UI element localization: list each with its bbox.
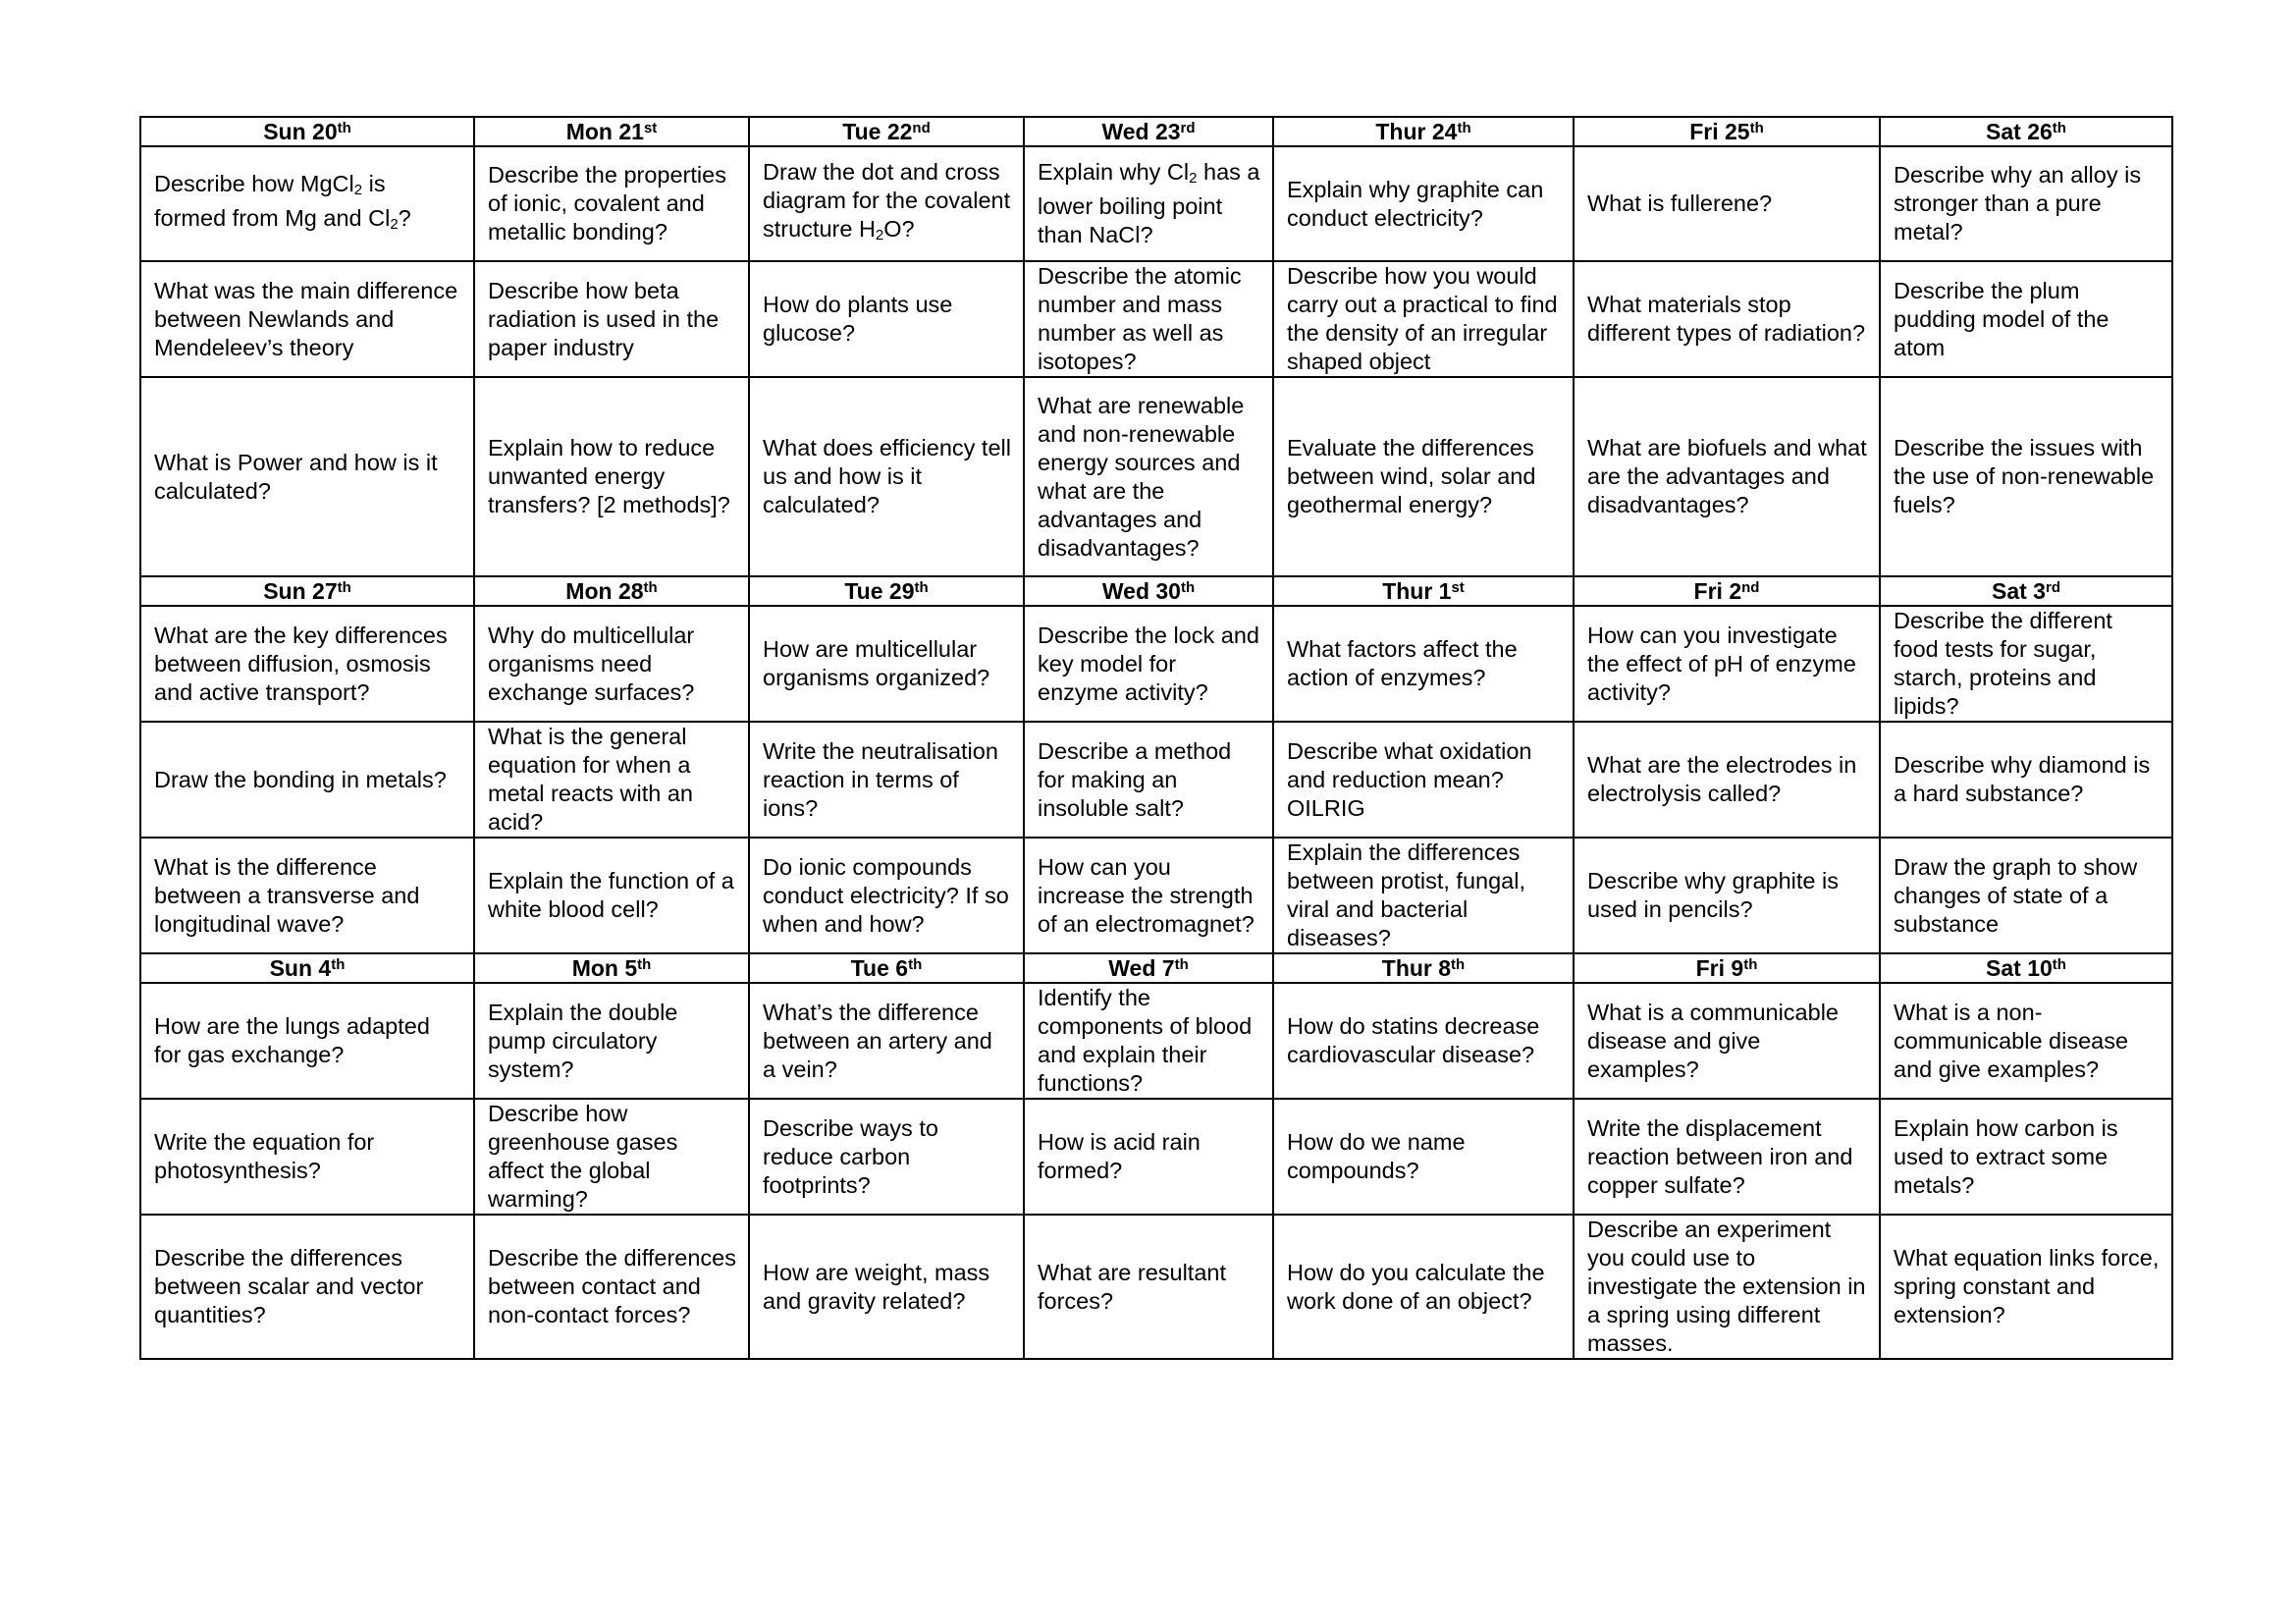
day-name: Tue 22 xyxy=(842,118,913,144)
calendar-table xyxy=(139,116,2173,1360)
day-header-cell xyxy=(140,117,474,146)
question-cell xyxy=(1024,1215,1273,1359)
day-ordinal-suffix: th xyxy=(2052,955,2066,973)
question-text: How can you investigate the effect of pH of enzyme activity? xyxy=(1587,622,1856,705)
question-text: Describe why an alloy is stronger than a pure metal? xyxy=(1894,162,2142,244)
question-text: Draw the bonding in metals? xyxy=(154,766,447,792)
day-name: Wed 23 xyxy=(1101,118,1181,144)
day-ordinal-suffix: th xyxy=(1451,955,1466,973)
day-name: Fri 25 xyxy=(1689,118,1750,144)
day-name: Mon 5 xyxy=(571,954,638,981)
question-cell xyxy=(474,1215,749,1359)
question-cell xyxy=(1024,261,1273,377)
day-name: Thur 8 xyxy=(1381,954,1452,981)
question-text: What does efficiency tell us and how is it calculated? xyxy=(763,435,1011,517)
question-text: is formed from Mg and Cl xyxy=(154,170,391,231)
question-cell xyxy=(749,838,1024,953)
question-cell xyxy=(1273,377,1574,576)
day-header-cell xyxy=(140,576,474,606)
day-name: Thur 1 xyxy=(1382,577,1452,604)
question-text: Describe the different food tests for sugar, starch, proteins and lipids? xyxy=(1894,608,2112,719)
question-cell xyxy=(1574,1099,1880,1215)
question-cell xyxy=(140,261,474,377)
question-cell xyxy=(1024,838,1273,953)
question-text: Describe a method for making an insoluble salt? xyxy=(1038,737,1232,821)
day-name: Fri 2 xyxy=(1693,577,1742,604)
day-ordinal-suffix: th xyxy=(1749,119,1764,136)
day-header-cell xyxy=(1024,953,1273,983)
question-cell xyxy=(1574,722,1880,838)
question-cell xyxy=(140,1099,474,1215)
day-header-cell xyxy=(1880,576,2172,606)
question-cell xyxy=(1880,146,2172,261)
question-text: Why do multicellular organisms need exchange surfaces? xyxy=(488,622,695,705)
question-cell xyxy=(749,983,1024,1099)
day-name: Tue 29 xyxy=(844,577,915,604)
question-cell xyxy=(1024,377,1273,576)
question-cell xyxy=(140,722,474,838)
question-cell xyxy=(749,606,1024,722)
question-text: What is the general equation for when a metal reacts with an acid? xyxy=(488,724,693,835)
question-text: What are renewable and non-renewable energy sources and what are the advantages and disadvantages? xyxy=(1038,392,1245,561)
question-cell xyxy=(1574,377,1880,576)
question-cell xyxy=(1024,983,1273,1099)
day-header-cell xyxy=(1024,117,1273,146)
day-header-row xyxy=(140,117,2172,146)
question-text: How are the lungs adapted for gas exchange? xyxy=(154,1013,430,1067)
question-cell xyxy=(1273,838,1574,953)
question-cell xyxy=(749,377,1024,576)
day-name: Sat 10 xyxy=(1986,954,2053,981)
question-cell xyxy=(1880,722,2172,838)
question-text: What is Power and how is it calculated? xyxy=(154,449,438,504)
question-text: How do statins decrease cardiovascular disease? xyxy=(1287,1013,1540,1067)
question-cell xyxy=(140,606,474,722)
question-text: What are biofuels and what are the advantages and disadvantages? xyxy=(1587,435,1867,517)
question-cell xyxy=(1273,261,1574,377)
day-ordinal-suffix: rd xyxy=(2045,578,2060,596)
question-cell xyxy=(1024,1099,1273,1215)
question-text: ? xyxy=(398,204,411,231)
question-cell xyxy=(474,838,749,953)
question-text: Describe how greenhouse gases affect the global warming? xyxy=(488,1101,678,1212)
question-text: Describe how beta radiation is used in the paper industry xyxy=(488,277,720,360)
day-ordinal-suffix: st xyxy=(1451,578,1465,596)
day-ordinal-suffix: st xyxy=(643,119,658,136)
day-ordinal-suffix: th xyxy=(643,578,658,596)
question-cell xyxy=(749,722,1024,838)
question-text: What’s the difference between an artery and a vein? xyxy=(763,999,992,1082)
question-cell xyxy=(1273,983,1574,1099)
day-name: Sat 3 xyxy=(1992,577,2046,604)
question-text: What is fullerene? xyxy=(1587,190,1773,216)
question-cell xyxy=(1273,146,1574,261)
question-text: Describe the issues with the use of non-renewable fuels? xyxy=(1894,435,2155,517)
question-cell xyxy=(1574,1215,1880,1359)
day-name: Mon 21 xyxy=(565,118,644,144)
day-ordinal-suffix: th xyxy=(908,955,923,973)
question-cell xyxy=(1024,722,1273,838)
question-text: What is the difference between a transverse and longitudinal wave? xyxy=(154,853,420,937)
question-text: Explain why Cl xyxy=(1038,159,1190,185)
question-text: What are the key differences between diffusion, osmosis and active transport? xyxy=(154,622,448,705)
question-text: Write the displacement reaction between iron and copper sulfate? xyxy=(1587,1114,1853,1198)
day-header-cell xyxy=(1273,117,1574,146)
question-cell xyxy=(474,983,749,1099)
question-text: What are the electrodes in electrolysis called? xyxy=(1587,752,1857,806)
question-cell xyxy=(474,1099,749,1215)
day-header-cell xyxy=(474,576,749,606)
question-row xyxy=(140,1099,2172,1215)
question-cell xyxy=(1273,606,1574,722)
day-name: Wed 30 xyxy=(1101,577,1181,604)
question-cell xyxy=(749,1215,1024,1359)
revision-calendar xyxy=(139,116,2171,1360)
day-header-row xyxy=(140,953,2172,983)
question-row xyxy=(140,838,2172,953)
question-text: has a lower boiling point than NaCl? xyxy=(1038,159,1260,247)
day-header-row xyxy=(140,576,2172,606)
question-cell xyxy=(1880,983,2172,1099)
question-text: What materials stop different types of radiation? xyxy=(1587,292,1866,346)
day-name: Fri 9 xyxy=(1695,954,1744,981)
question-cell xyxy=(474,377,749,576)
question-text: Describe an experiment you could use to investigate the extension in a spring using different masses. xyxy=(1587,1217,1866,1356)
question-text: Describe the differences between scalar and vector quantities? xyxy=(154,1245,424,1327)
day-header-cell xyxy=(1574,953,1880,983)
question-cell xyxy=(1273,722,1574,838)
day-ordinal-suffix: th xyxy=(637,955,652,973)
subscript: 2 xyxy=(390,215,399,233)
question-text: Do ionic compounds conduct electricity? If so when and how? xyxy=(763,853,1009,937)
question-text: How are multicellular organisms organized? xyxy=(763,636,990,690)
question-text: Explain the double pump circulatory system? xyxy=(488,999,678,1082)
question-text: What is a communicable disease and give examples? xyxy=(1587,999,1839,1082)
question-cell xyxy=(140,146,474,261)
question-cell xyxy=(1880,261,2172,377)
day-name: Thur 24 xyxy=(1375,118,1458,144)
day-header-cell xyxy=(1024,576,1273,606)
day-ordinal-suffix: nd xyxy=(1741,578,1760,596)
day-ordinal-suffix: rd xyxy=(1180,119,1196,136)
question-cell xyxy=(140,377,474,576)
question-cell xyxy=(1880,1099,2172,1215)
question-row xyxy=(140,983,2172,1099)
question-cell xyxy=(749,261,1024,377)
question-cell xyxy=(1880,377,2172,576)
question-text: How can you increase the strength of an electromagnet? xyxy=(1038,853,1255,937)
question-row xyxy=(140,377,2172,576)
question-text: Describe what oxidation and reduction mean? OILRIG xyxy=(1287,737,1532,821)
day-ordinal-suffix: th xyxy=(914,578,929,596)
subscript: 2 xyxy=(1189,170,1198,187)
day-name: Sun 27 xyxy=(263,577,338,604)
question-text: Write the equation for photosynthesis? xyxy=(154,1129,375,1183)
day-header-cell xyxy=(1880,953,2172,983)
question-text: Explain the differences between protist, fungal, viral and bacterial diseases? xyxy=(1287,839,1525,950)
question-text: Explain the function of a white blood cell? xyxy=(488,868,734,922)
question-text: Draw the dot and cross diagram for the covalent structure H xyxy=(763,159,1011,242)
day-header-cell xyxy=(474,117,749,146)
day-header-cell xyxy=(749,117,1024,146)
question-row xyxy=(140,146,2172,261)
question-text: Describe why diamond is a hard substance? xyxy=(1894,752,2151,806)
question-cell xyxy=(474,606,749,722)
question-cell xyxy=(1880,838,2172,953)
question-cell xyxy=(140,1215,474,1359)
question-cell xyxy=(1880,606,2172,722)
question-text: Explain how to reduce unwanted energy transfers? [2 methods]? xyxy=(488,435,730,517)
question-row xyxy=(140,606,2172,722)
question-cell xyxy=(749,1099,1024,1215)
question-text: What was the main difference between Newlands and Mendeleev’s theory xyxy=(154,277,458,360)
question-text: Describe the properties of ionic, covalent and metallic bonding? xyxy=(488,162,726,244)
day-ordinal-suffix: nd xyxy=(912,119,931,136)
question-text: Explain how carbon is used to extract some metals? xyxy=(1894,1114,2118,1198)
subscript: 2 xyxy=(353,181,363,198)
day-ordinal-suffix: th xyxy=(337,119,351,136)
question-text: Describe why graphite is used in pencils? xyxy=(1587,868,1839,922)
day-ordinal-suffix: th xyxy=(1180,578,1196,596)
day-ordinal-suffix: th xyxy=(1457,119,1471,136)
question-cell xyxy=(140,983,474,1099)
question-row xyxy=(140,1215,2172,1359)
day-header-cell xyxy=(749,953,1024,983)
question-text: What is a non-communicable disease and give examples? xyxy=(1894,999,2129,1082)
question-cell xyxy=(1574,261,1880,377)
question-text: Describe how MgCl xyxy=(154,170,354,196)
day-header-cell xyxy=(1574,576,1880,606)
question-text: How do you calculate the work done of an object? xyxy=(1287,1259,1545,1314)
day-name: Sun 4 xyxy=(269,954,332,981)
day-ordinal-suffix: th xyxy=(331,955,346,973)
day-ordinal-suffix: th xyxy=(337,578,351,596)
question-cell xyxy=(474,722,749,838)
question-text: Describe how you would carry out a practical to find the density of an irregular shaped object xyxy=(1287,263,1558,374)
question-text: What are resultant forces? xyxy=(1038,1259,1227,1314)
day-ordinal-suffix: th xyxy=(1174,955,1189,973)
question-cell xyxy=(1574,606,1880,722)
day-ordinal-suffix: th xyxy=(1743,955,1758,973)
question-cell xyxy=(1574,146,1880,261)
question-text: How do plants use glucose? xyxy=(763,292,953,346)
question-text: Describe the atomic number and mass number as well as isotopes? xyxy=(1038,263,1242,374)
day-header-cell xyxy=(1273,953,1574,983)
question-row xyxy=(140,261,2172,377)
question-cell xyxy=(749,146,1024,261)
question-cell xyxy=(474,261,749,377)
question-text: Explain why graphite can conduct electricity? xyxy=(1287,176,1544,231)
question-text: How do we name compounds? xyxy=(1287,1129,1466,1183)
question-row xyxy=(140,722,2172,838)
day-name: Mon 28 xyxy=(565,577,644,604)
question-text: Draw the graph to show changes of state of a substance xyxy=(1894,853,2138,937)
question-text: Describe the plum pudding model of the atom xyxy=(1894,277,2109,360)
day-name: Sat 26 xyxy=(1986,118,2053,144)
question-text: Describe the lock and key model for enzyme activity? xyxy=(1038,622,1259,705)
day-header-cell xyxy=(749,576,1024,606)
question-cell xyxy=(474,146,749,261)
day-header-cell xyxy=(140,953,474,983)
day-name: Sun 20 xyxy=(263,118,338,144)
question-cell xyxy=(1024,146,1273,261)
question-cell xyxy=(1024,606,1273,722)
question-text: How is acid rain formed? xyxy=(1038,1129,1201,1183)
question-text: Write the neutralisation reaction in terms of ions? xyxy=(763,737,998,821)
question-cell xyxy=(1273,1099,1574,1215)
day-name: Tue 6 xyxy=(850,954,909,981)
question-cell xyxy=(1574,983,1880,1099)
question-text: What equation links force, spring constant and extension? xyxy=(1894,1245,2160,1327)
question-cell xyxy=(1273,1215,1574,1359)
question-text: How are weight, mass and gravity related? xyxy=(763,1259,990,1314)
day-header-cell xyxy=(474,953,749,983)
question-text: Describe the differences between contact and non-contact forces? xyxy=(488,1245,736,1327)
day-header-cell xyxy=(1574,117,1880,146)
question-cell xyxy=(140,838,474,953)
question-text: Evaluate the differences between wind, solar and geothermal energy? xyxy=(1287,435,1536,517)
question-cell xyxy=(1574,838,1880,953)
day-header-cell xyxy=(1273,576,1574,606)
subscript: 2 xyxy=(875,227,884,244)
question-text: O? xyxy=(883,216,915,242)
day-header-cell xyxy=(1880,117,2172,146)
day-name: Wed 7 xyxy=(1108,954,1175,981)
question-text: What factors affect the action of enzymes? xyxy=(1287,636,1518,690)
question-text: Identify the components of blood and explain their functions? xyxy=(1038,985,1253,1096)
question-text: Describe ways to reduce carbon footprints? xyxy=(763,1114,938,1198)
day-ordinal-suffix: th xyxy=(2052,119,2066,136)
question-cell xyxy=(1880,1215,2172,1359)
